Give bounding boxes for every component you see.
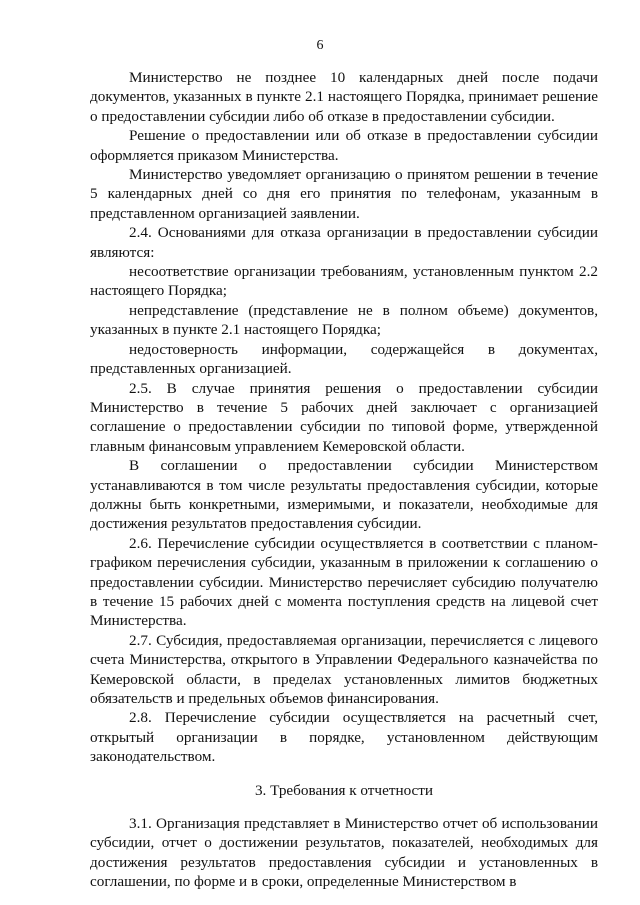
- list-item-noncompliance: несоответствие организации требованиям, установленным пунктом 2.2 настоящего Порядка;: [90, 263, 598, 300]
- paragraph-decision-deadline: Министерство не позднее 10 календарных дней после подачи документов, указанных в пункте 2.1 настоящего Порядка, принимает решение о предоставлении субсидии либо об отказе в предоставлении субсидии.: [90, 69, 598, 125]
- paragraph-2-8: 2.8. Перечисление субсидии осуществляется на расчетный счет, открытый организации в порядке, установленном действующим законодательством.: [90, 709, 598, 766]
- paragraph-notification: Министерство уведомляет организацию о принятом решении в течение 5 календарных дней со дня его принятия по телефонам, указанным в представленном организацией заявлении.: [90, 166, 598, 222]
- paragraph-decision-order: Решение о предоставлении или об отказе в предоставлении субсидии оформляется приказом Министерства.: [90, 127, 598, 164]
- document-body: [90, 68, 598, 892]
- list-item-inaccuracy: недостоверность информации, содержащейся в документах, представленных организацией.: [90, 340, 598, 378]
- page-number: 6: [316, 38, 324, 53]
- list-item-nonsubmission: непредставление (представление не в полном объеме) документов, указанных в пункте 2.1 настоящего Порядка;: [90, 301, 598, 339]
- paragraph-3-1: 3.1. Организация представляет в Министерство отчет об использовании субсидии, отчет о достижении результатов, показателей, необходимых для достижения результатов предоставления субсидии и установленных в соглашении, по форме и в сроки, определенные Министерством в: [90, 815, 598, 891]
- paragraph-2-7: 2.7. Субсидия, предоставляемая организации, перечисляется с лицевого счета Министерства, открытого в Управлении Федерального казначейства по Кемеровской области, в пределах установленных лимитов бюджетных обязательств и предельных объемов финансирования.: [90, 631, 598, 707]
- paragraph-agreement-results: В соглашении о предоставлении субсидии Министерством устанавливаются в том числе результаты предоставления субсидии, которые должны быть конкретными, измеримыми, и показатели, необходимые для достижения результатов предоставления субсидии.: [90, 457, 598, 533]
- paragraph-2-6: 2.6. Перечисление субсидии осуществляется в соответствии с планом-графиком перечисления субсидии, указанным в приложении к соглашению о предоставлении субсидии. Министерство перечисляет субсидию получателю в течение 15 рабочих дней с момента поступления средств на лицевой счет Министерства.: [90, 534, 598, 630]
- paragraph-2-4: 2.4. Основаниями для отказа организации в предоставлении субсидии являются:: [90, 224, 598, 261]
- paragraph-2-5: 2.5. В случае принятия решения о предоставлении субсидии Министерство в течение 5 рабочих дней заключает с организацией соглашение о предоставлении субсидии по типовой форме, утвержденной главным финансовым управлением Кемеровской области.: [90, 379, 598, 455]
- section-heading: 3. Требования к отчетности: [254, 781, 434, 799]
